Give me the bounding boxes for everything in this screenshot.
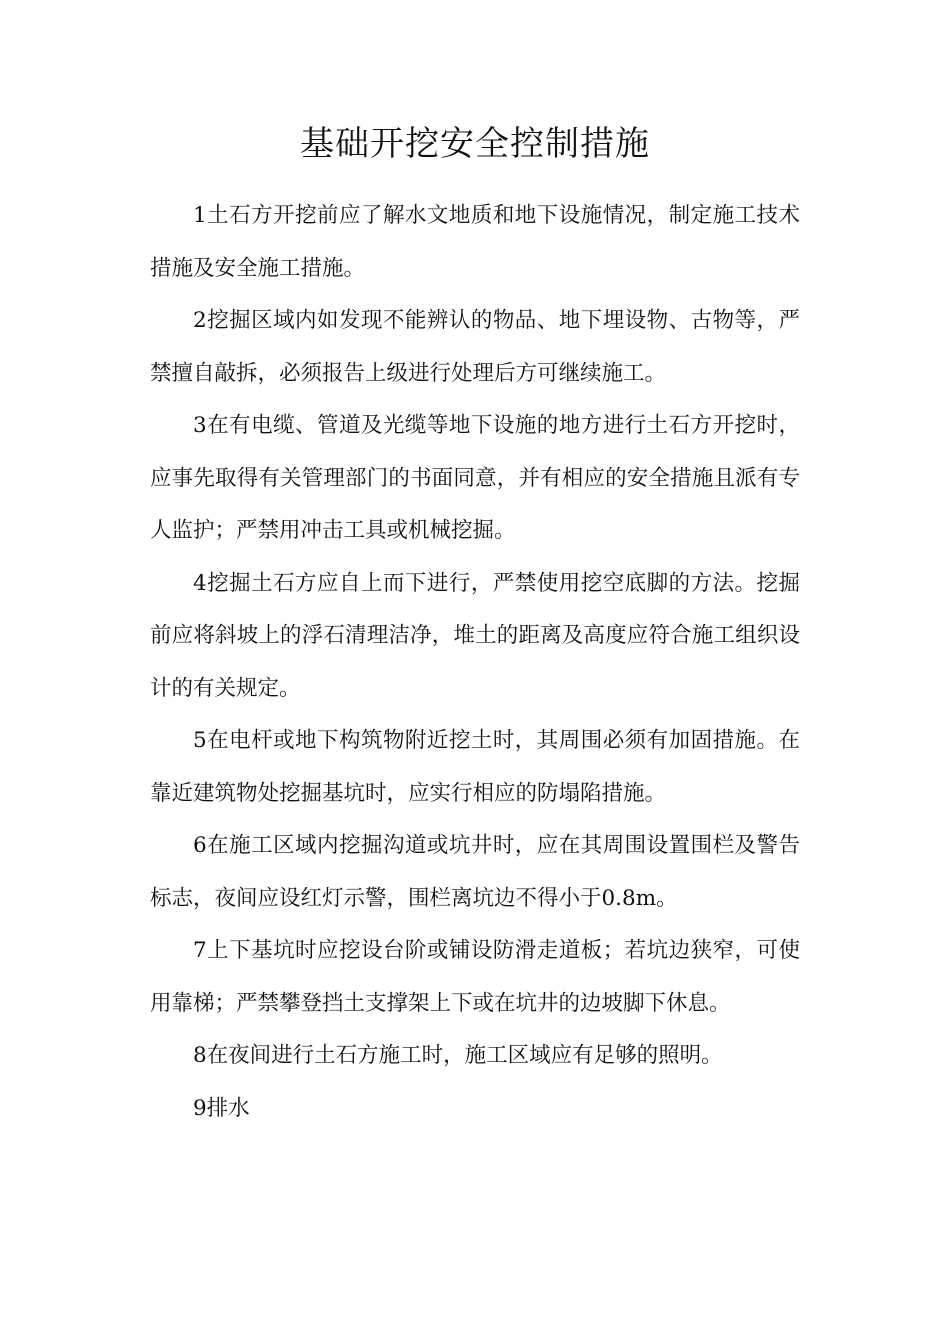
paragraph-3: 3在有电缆、管道及光缆等地下设施的地方进行土石方开挖时，应事先取得有关管理部门的书面同意，并有相应的安全措施且派有专人监护；严禁用冲击工具或机械挖掘。 [150, 413, 800, 543]
page-title: 基础开挖安全控制措施 [300, 124, 650, 164]
paragraph-8: 8在夜间进行土石方施工时，施工区域应有足够的照明。 [193, 1043, 723, 1068]
paragraph-2: 2挖掘区域内如发现不能辨认的物品、地下埋设物、古物等，严禁擅自敲拆，必须报告上级进行处理后方可继续施工。 [150, 308, 800, 386]
paragraph-7: 7上下基坑时应挖设台阶或铺设防滑走道板；若坑边狭窄，可使用靠梯；严禁攀登挡土支撑架上下或在坑井的边坡脚下休息。 [150, 938, 800, 1016]
paragraph-9: 9排水 [193, 1095, 250, 1121]
paragraph-1: 1土石方开挖前应了解水文地质和地下设施情况，制定施工技术措施及安全施工措施。 [150, 203, 800, 281]
paragraph-6: 6在施工区域内挖掘沟道或坑井时，应在其周围设置围栏及警告标志，夜间应设红灯示警，围栏离坑边不得小于0.8m。 [150, 833, 800, 911]
paragraph-4: 4挖掘土石方应自上而下进行，严禁使用挖空底脚的方法。挖掘前应将斜坡上的浮石清理洁净，堆土的距离及高度应符合施工组织设计的有关规定。 [150, 570, 800, 701]
paragraph-5: 5在电杆或地下构筑物附近挖土时，其周围必须有加固措施。在靠近建筑物处挖掘基坑时，应实行相应的防塌陷措施。 [150, 728, 800, 806]
document-body [150, 190, 800, 1135]
